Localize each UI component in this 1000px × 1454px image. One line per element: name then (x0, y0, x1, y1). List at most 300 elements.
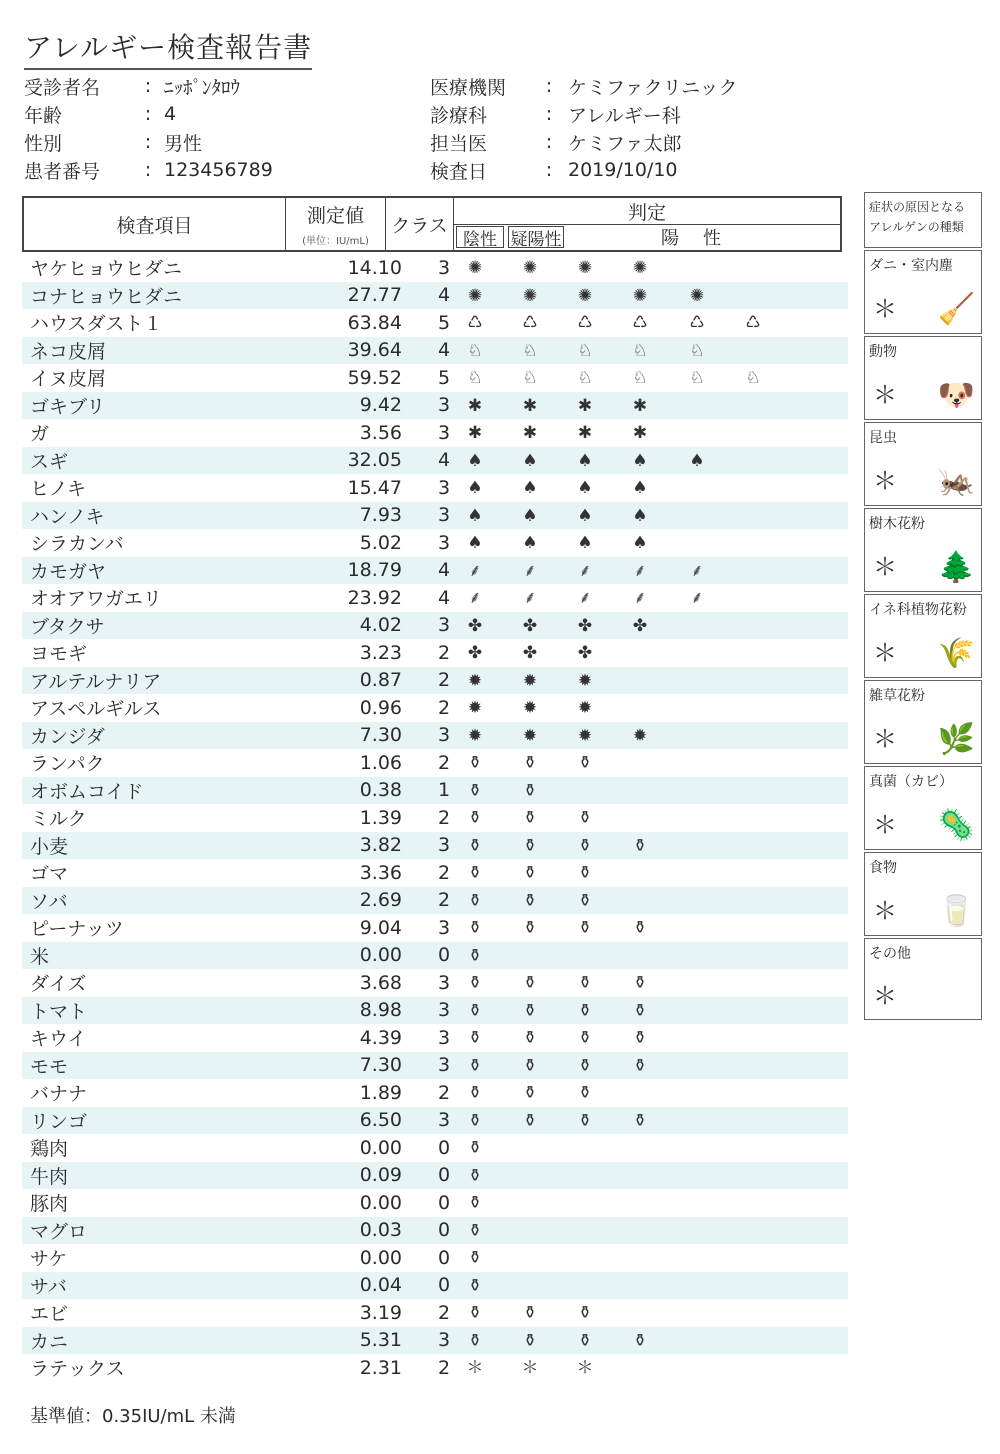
dog-icon: ♘ (522, 368, 538, 388)
dog-icon: ♘ (689, 368, 705, 388)
doctor-label: 担当医 (430, 132, 488, 155)
class-value: 4 (437, 586, 451, 609)
dust-mite-icon: ✺ (522, 285, 538, 306)
class-value: 4 (437, 284, 451, 307)
class-value: 3 (437, 724, 451, 747)
food-icon: ⚱ (467, 1303, 483, 1323)
tree-icon: ♠ (577, 533, 593, 553)
asterisk-icon: ＊ (873, 467, 897, 495)
class-value: 3 (437, 1329, 451, 1352)
measured-value: 0.00 (359, 944, 402, 967)
measured-value: 0.03 (359, 1219, 402, 1242)
department: アレルギー科 (568, 104, 681, 127)
measured-value: 2.31 (359, 1356, 402, 1379)
class-value: 3 (437, 1054, 451, 1077)
col-value-label: 測定値 (306, 205, 364, 227)
dust-mite-icon: ✺ (522, 258, 538, 278)
table-row (22, 777, 848, 805)
allergen-name: アルテルナリア (30, 670, 162, 693)
food-icon: ⚱ (467, 1055, 483, 1076)
asterisk-icon: ＊ (873, 811, 897, 839)
table-row (22, 337, 848, 365)
vacuum-icon: ♺ (632, 313, 648, 333)
table-row (22, 529, 848, 557)
allergen-name: サケ (30, 1248, 68, 1271)
food-icon: ⚱ (632, 1000, 648, 1021)
class-value: 3 (437, 999, 451, 1022)
dog-icon: ♘ (632, 340, 648, 361)
class-value: 3 (437, 504, 451, 527)
insect-icon: ✱ (577, 395, 593, 416)
insect-icon: ✱ (632, 423, 648, 443)
food-icon: ⚱ (632, 1110, 648, 1131)
asterisk-icon: ＊ (873, 725, 897, 753)
allergen-name: ランパク (30, 753, 105, 776)
allergen-name: ヤケヒョウヒダニ (30, 258, 183, 281)
allergen-name: ハンノキ (30, 505, 105, 528)
food-icon: ⚱ (522, 1330, 538, 1351)
allergen-name: スギ (30, 450, 69, 473)
class-value: 3 (437, 916, 451, 939)
insect-icon: ✱ (467, 423, 483, 443)
allergen-name: ブタクサ (30, 615, 105, 638)
measured-value: 7.30 (359, 1054, 402, 1077)
dust-mite-icon: ✺ (577, 285, 593, 306)
food-icon: ⚱ (522, 808, 538, 828)
class-value: 3 (437, 531, 451, 554)
allergen-name: ヒノキ (30, 478, 87, 501)
sep: : (144, 131, 152, 153)
measured-value: 0.00 (359, 1136, 402, 1159)
legend-label: 昆虫 (869, 430, 897, 446)
measured-value: 4.39 (359, 1026, 402, 1049)
sep: : (144, 75, 152, 97)
asterisk-icon: ＊ (873, 553, 897, 581)
allergen-name: キウイ (30, 1028, 87, 1051)
grass-icon: ⸙ (633, 588, 647, 608)
food-icon: ⚱ (577, 890, 593, 911)
fungus-icon: ✹ (577, 670, 593, 691)
measured-value: 1.89 (359, 1081, 402, 1104)
food-icon: ⚱ (467, 1275, 483, 1296)
table-row (22, 392, 848, 420)
legend-item (864, 594, 982, 678)
grass-icon: ⸙ (578, 588, 592, 608)
food-icon: ⚱ (522, 1110, 538, 1131)
class-value: 0 (437, 1274, 451, 1297)
food-icon: ⚱ (467, 780, 483, 801)
patient-name: ﾆｯﾎﾟﾝﾀﾛｳ (164, 76, 241, 99)
sep: : (545, 75, 553, 97)
measured-value: 6.50 (359, 1109, 402, 1132)
food-icon: ⚱ (577, 1083, 593, 1103)
allergen-name: カモガヤ (30, 560, 107, 583)
table-row (22, 1217, 848, 1245)
dog-icon: 🐶 (937, 378, 975, 413)
table-row (22, 1272, 848, 1300)
food-icon: ⚱ (632, 1028, 648, 1048)
allergen-name: オオアワガエリ (30, 588, 162, 611)
table-row (22, 749, 848, 777)
tree-icon: ♠ (577, 505, 593, 526)
measured-value: 0.00 (359, 1191, 402, 1214)
id-label: 患者番号 (24, 160, 101, 183)
asterisk-icon: ＊ (576, 1358, 594, 1378)
class-value: 3 (437, 394, 451, 417)
class-value: 3 (437, 256, 451, 279)
weed-icon: ✤ (467, 615, 483, 636)
measured-value: 5.31 (359, 1329, 402, 1352)
food-icon: ⚱ (632, 835, 648, 856)
allergen-name: ハウスダスト１ (30, 313, 163, 336)
name-label: 受診者名 (24, 76, 101, 99)
measured-value: 7.30 (359, 724, 402, 747)
class-value: 2 (437, 751, 451, 774)
table-row (22, 282, 848, 310)
allergen-name: カニ (30, 1330, 69, 1353)
tree-icon: 🌲 (937, 550, 975, 585)
food-icon: ⚱ (577, 1110, 593, 1131)
food-icon: ⚱ (632, 918, 648, 938)
food-icon: ⚱ (522, 973, 538, 993)
measured-value: 3.23 (359, 641, 402, 664)
grass-icon: ⸙ (690, 588, 704, 608)
allergen-name: 米 (30, 945, 50, 968)
food-icon: ⚱ (577, 1303, 593, 1323)
food-icon: ⚱ (467, 835, 483, 856)
exam-date: 2019/10/10 (568, 159, 678, 181)
table-row (22, 997, 848, 1025)
class-value: 3 (437, 971, 451, 994)
food-icon: ⚱ (522, 1303, 538, 1323)
col-value (286, 198, 386, 250)
table-row (22, 584, 848, 612)
table-row (22, 914, 848, 942)
table-row (22, 1079, 848, 1107)
food-icon: ⚱ (522, 1083, 538, 1103)
table-row (22, 1327, 848, 1355)
grass-icon: ⸙ (690, 560, 704, 581)
allergen-name: カンジダ (30, 725, 105, 748)
allergen-name: アスペルギルス (30, 698, 162, 721)
dust-mite-icon: ✺ (689, 285, 705, 306)
age-label: 年齢 (24, 104, 63, 127)
legend-item (864, 250, 982, 334)
negative-label: 陰性 (456, 226, 504, 248)
measured-value: 9.42 (359, 394, 402, 417)
table-row (22, 804, 848, 832)
allergen-name: ラテックス (30, 1358, 125, 1381)
allergen-name: コナヒョウヒダニ (30, 285, 183, 308)
measured-value: 59.52 (347, 366, 402, 389)
col-item: 検査項目 (24, 198, 286, 250)
legend-item (864, 508, 982, 592)
food-icon: ⚱ (577, 1028, 593, 1048)
fungus-icon: 🦠 (937, 808, 975, 843)
patient-info (24, 72, 273, 184)
measured-value: 18.79 (347, 559, 402, 582)
legend-label: 樹木花粉 (869, 516, 925, 532)
table-row (22, 502, 848, 530)
tree-icon: ♠ (467, 505, 483, 526)
dust-mite-icon: ✺ (632, 258, 648, 278)
result-rows (22, 254, 848, 1382)
food-icon: ⚱ (522, 753, 538, 773)
allergen-name: ダイズ (30, 973, 87, 996)
class-value: 0 (437, 1164, 451, 1187)
food-icon: ⚱ (467, 890, 483, 911)
table-row (22, 557, 848, 585)
food-icon: ⚱ (467, 918, 483, 938)
fungus-icon: ✹ (467, 670, 483, 691)
tree-icon: ♠ (632, 533, 648, 553)
table-row (22, 1189, 848, 1217)
food-icon: ⚱ (522, 1028, 538, 1048)
allergen-name: ゴキブリ (30, 395, 106, 418)
asterisk-icon: ＊ (873, 639, 897, 667)
vacuum-icon: ♺ (467, 313, 483, 333)
allergen-name: エビ (30, 1303, 69, 1326)
food-icon: ⚱ (467, 1110, 483, 1131)
legend-label: 真菌（カビ） (869, 774, 953, 790)
dog-icon: ♘ (467, 368, 483, 388)
class-value: 2 (437, 641, 451, 664)
legend-label: 動物 (869, 344, 897, 360)
allergen-name: ゴマ (30, 863, 69, 886)
dust-mite-icon: ✺ (577, 258, 593, 278)
tree-icon: ♠ (689, 450, 705, 471)
class-value: 2 (437, 1081, 451, 1104)
measured-value: 14.10 (347, 256, 402, 279)
insect-icon: ✱ (577, 423, 593, 443)
food-icon: ⚱ (577, 1055, 593, 1076)
allergen-name: 豚肉 (30, 1193, 69, 1216)
food-icon: ⚱ (522, 780, 538, 801)
food-icon: ⚱ (577, 808, 593, 828)
insect-icon: ✱ (522, 395, 538, 416)
measured-value: 2.69 (359, 889, 402, 912)
weed-icon: 🌿 (937, 722, 975, 757)
dept-label: 診療科 (430, 104, 488, 127)
table-row (22, 832, 848, 860)
class-value: 1 (437, 779, 451, 802)
asterisk-icon: ＊ (873, 295, 897, 323)
grass-icon: ⸙ (578, 560, 592, 581)
table-row (22, 419, 848, 447)
food-icon: ⚱ (522, 1000, 538, 1021)
class-value: 4 (437, 339, 451, 362)
measured-value: 0.96 (359, 696, 402, 719)
dog-icon: ♘ (689, 340, 705, 361)
tree-icon: ♠ (577, 450, 593, 471)
fungus-icon: ✹ (467, 725, 483, 746)
allergen-name: ガ (30, 423, 50, 446)
col-unit: (単位：IU/mL) (302, 236, 369, 247)
tree-icon: ♠ (467, 450, 483, 471)
fungus-icon: ✹ (467, 698, 483, 718)
class-value: 4 (437, 449, 451, 472)
table-row (22, 667, 848, 695)
table-row (22, 1024, 848, 1052)
dust-mite-icon: ✺ (467, 285, 483, 306)
allergen-name: ソバ (30, 890, 68, 913)
legend-label: ダニ・室内塵 (869, 258, 953, 274)
food-icon: ⚱ (632, 1055, 648, 1076)
table-row (22, 1162, 848, 1190)
table-row (22, 1354, 848, 1382)
grass-icon: 🌾 (937, 636, 975, 671)
reference-note: 基準値：0.35IU/mL 未満 (30, 1406, 236, 1427)
food-icon: ⚱ (467, 1220, 483, 1241)
vacuum-icon: ♺ (577, 313, 593, 333)
vacuum-icon: ♺ (745, 313, 761, 333)
food-icon: ⚱ (577, 835, 593, 856)
legend-item (864, 680, 982, 764)
measured-value: 3.19 (359, 1301, 402, 1324)
table-row (22, 639, 848, 667)
allergen-name: 牛肉 (30, 1165, 69, 1188)
tree-icon: ♠ (632, 450, 648, 471)
food-icon: ⚱ (577, 918, 593, 938)
table-row (22, 859, 848, 887)
food-icon: ⚱ (467, 1028, 483, 1048)
measured-value: 23.92 (347, 586, 402, 609)
fungus-icon: ✹ (522, 725, 538, 746)
allergen-name: ピーナッツ (30, 918, 124, 941)
food-icon: ⚱ (522, 890, 538, 911)
legend-panel (864, 192, 982, 1022)
grass-icon: ⸙ (468, 560, 482, 581)
measured-value: 9.04 (359, 916, 402, 939)
table-row (22, 969, 848, 997)
measured-value: 0.09 (359, 1164, 402, 1187)
asterisk-icon: ＊ (466, 1358, 484, 1378)
class-value: 0 (437, 1136, 451, 1159)
tree-icon: ♠ (632, 478, 648, 498)
weed-icon: ✤ (467, 643, 483, 663)
measured-value: 1.06 (359, 751, 402, 774)
grass-icon: ⸙ (468, 588, 482, 608)
tree-icon: ♠ (632, 505, 648, 526)
class-value: 0 (437, 944, 451, 967)
table-row (22, 1244, 848, 1272)
table-row (22, 1299, 848, 1327)
fungus-icon: ✹ (522, 670, 538, 691)
allergen-name: オボムコイド (30, 780, 144, 803)
weed-icon: ✤ (522, 643, 538, 663)
food-icon: ⚱ (467, 808, 483, 828)
table-row (22, 309, 848, 337)
allergen-name: リンゴ (30, 1110, 88, 1133)
allergen-name: ミルク (30, 808, 87, 831)
sep: : (144, 103, 152, 125)
doctor: ケミファ太郎 (568, 132, 682, 155)
legend-item (864, 422, 982, 506)
legend-item (864, 766, 982, 850)
inst-label: 医療機関 (430, 76, 507, 99)
measured-value: 63.84 (347, 311, 402, 334)
table-row (22, 474, 848, 502)
fungus-icon: ✹ (522, 698, 538, 718)
asterisk-icon: ＊ (521, 1358, 539, 1378)
fungus-icon: ✹ (577, 698, 593, 718)
measured-value: 3.36 (359, 861, 402, 884)
patient-sex: 男性 (164, 132, 203, 155)
legend-label: 食物 (869, 860, 897, 876)
tree-icon: ♠ (522, 478, 538, 498)
table-row (22, 1134, 848, 1162)
food-icon: ⚱ (467, 1330, 483, 1351)
allergen-name: シラカンバ (30, 533, 124, 556)
table-header (22, 196, 842, 252)
dog-icon: ♘ (577, 368, 593, 388)
food-icon: ⚱ (577, 973, 593, 993)
food-icon: ⚱ (577, 1000, 593, 1021)
insect-icon: ✱ (467, 395, 483, 416)
food-icon: ⚱ (467, 863, 483, 883)
class-value: 5 (437, 366, 451, 389)
tree-icon: ♠ (577, 478, 593, 498)
sep: : (545, 159, 553, 181)
table-row (22, 1107, 848, 1135)
patient-id: 123456789 (164, 159, 273, 181)
dog-icon: ♘ (745, 368, 761, 388)
legend-label: その他 (869, 946, 911, 962)
patient-age: 4 (164, 103, 177, 125)
measured-value: 7.93 (359, 504, 402, 527)
table-row (22, 722, 848, 750)
allergen-name: バナナ (30, 1083, 88, 1106)
institution: ケミファクリニック (568, 76, 738, 99)
food-icon: ⚱ (467, 973, 483, 993)
insect-icon: ✱ (522, 423, 538, 443)
judge-label: 判定 (454, 198, 840, 225)
measured-value: 15.47 (347, 476, 402, 499)
table-row (22, 942, 848, 970)
asterisk-icon: ＊ (873, 381, 897, 409)
measured-value: 8.98 (359, 999, 402, 1022)
report-title: アレルギー検査報告書 (24, 26, 312, 70)
class-value: 0 (437, 1191, 451, 1214)
food-icon: ⚱ (577, 1330, 593, 1351)
food-icon: ⚱ (632, 1330, 648, 1351)
dog-icon: ♘ (467, 340, 483, 361)
col-judge (454, 198, 840, 250)
class-value: 2 (437, 696, 451, 719)
fungus-icon: ✹ (577, 725, 593, 746)
class-value: 2 (437, 1301, 451, 1324)
class-value: 0 (437, 1246, 451, 1269)
dog-icon: ♘ (632, 368, 648, 388)
asterisk-icon: ＊ (873, 982, 897, 1010)
measured-value: 39.64 (347, 339, 402, 362)
weed-icon: ✤ (522, 615, 538, 636)
food-icon: ⚱ (632, 973, 648, 993)
class-value: 3 (437, 1109, 451, 1132)
sep: : (545, 103, 553, 125)
table-row (22, 254, 848, 282)
food-icon: ⚱ (467, 1138, 483, 1158)
food-icon: ⚱ (522, 863, 538, 883)
food-icon: ⚱ (467, 753, 483, 773)
positive-label: 陽性 (661, 228, 745, 249)
legend-label: 雑草花粉 (869, 688, 925, 704)
measured-value: 3.68 (359, 971, 402, 994)
measured-value: 5.02 (359, 531, 402, 554)
tree-icon: ♠ (522, 450, 538, 471)
measured-value: 27.77 (347, 284, 402, 307)
grass-icon: ⸙ (633, 560, 647, 581)
